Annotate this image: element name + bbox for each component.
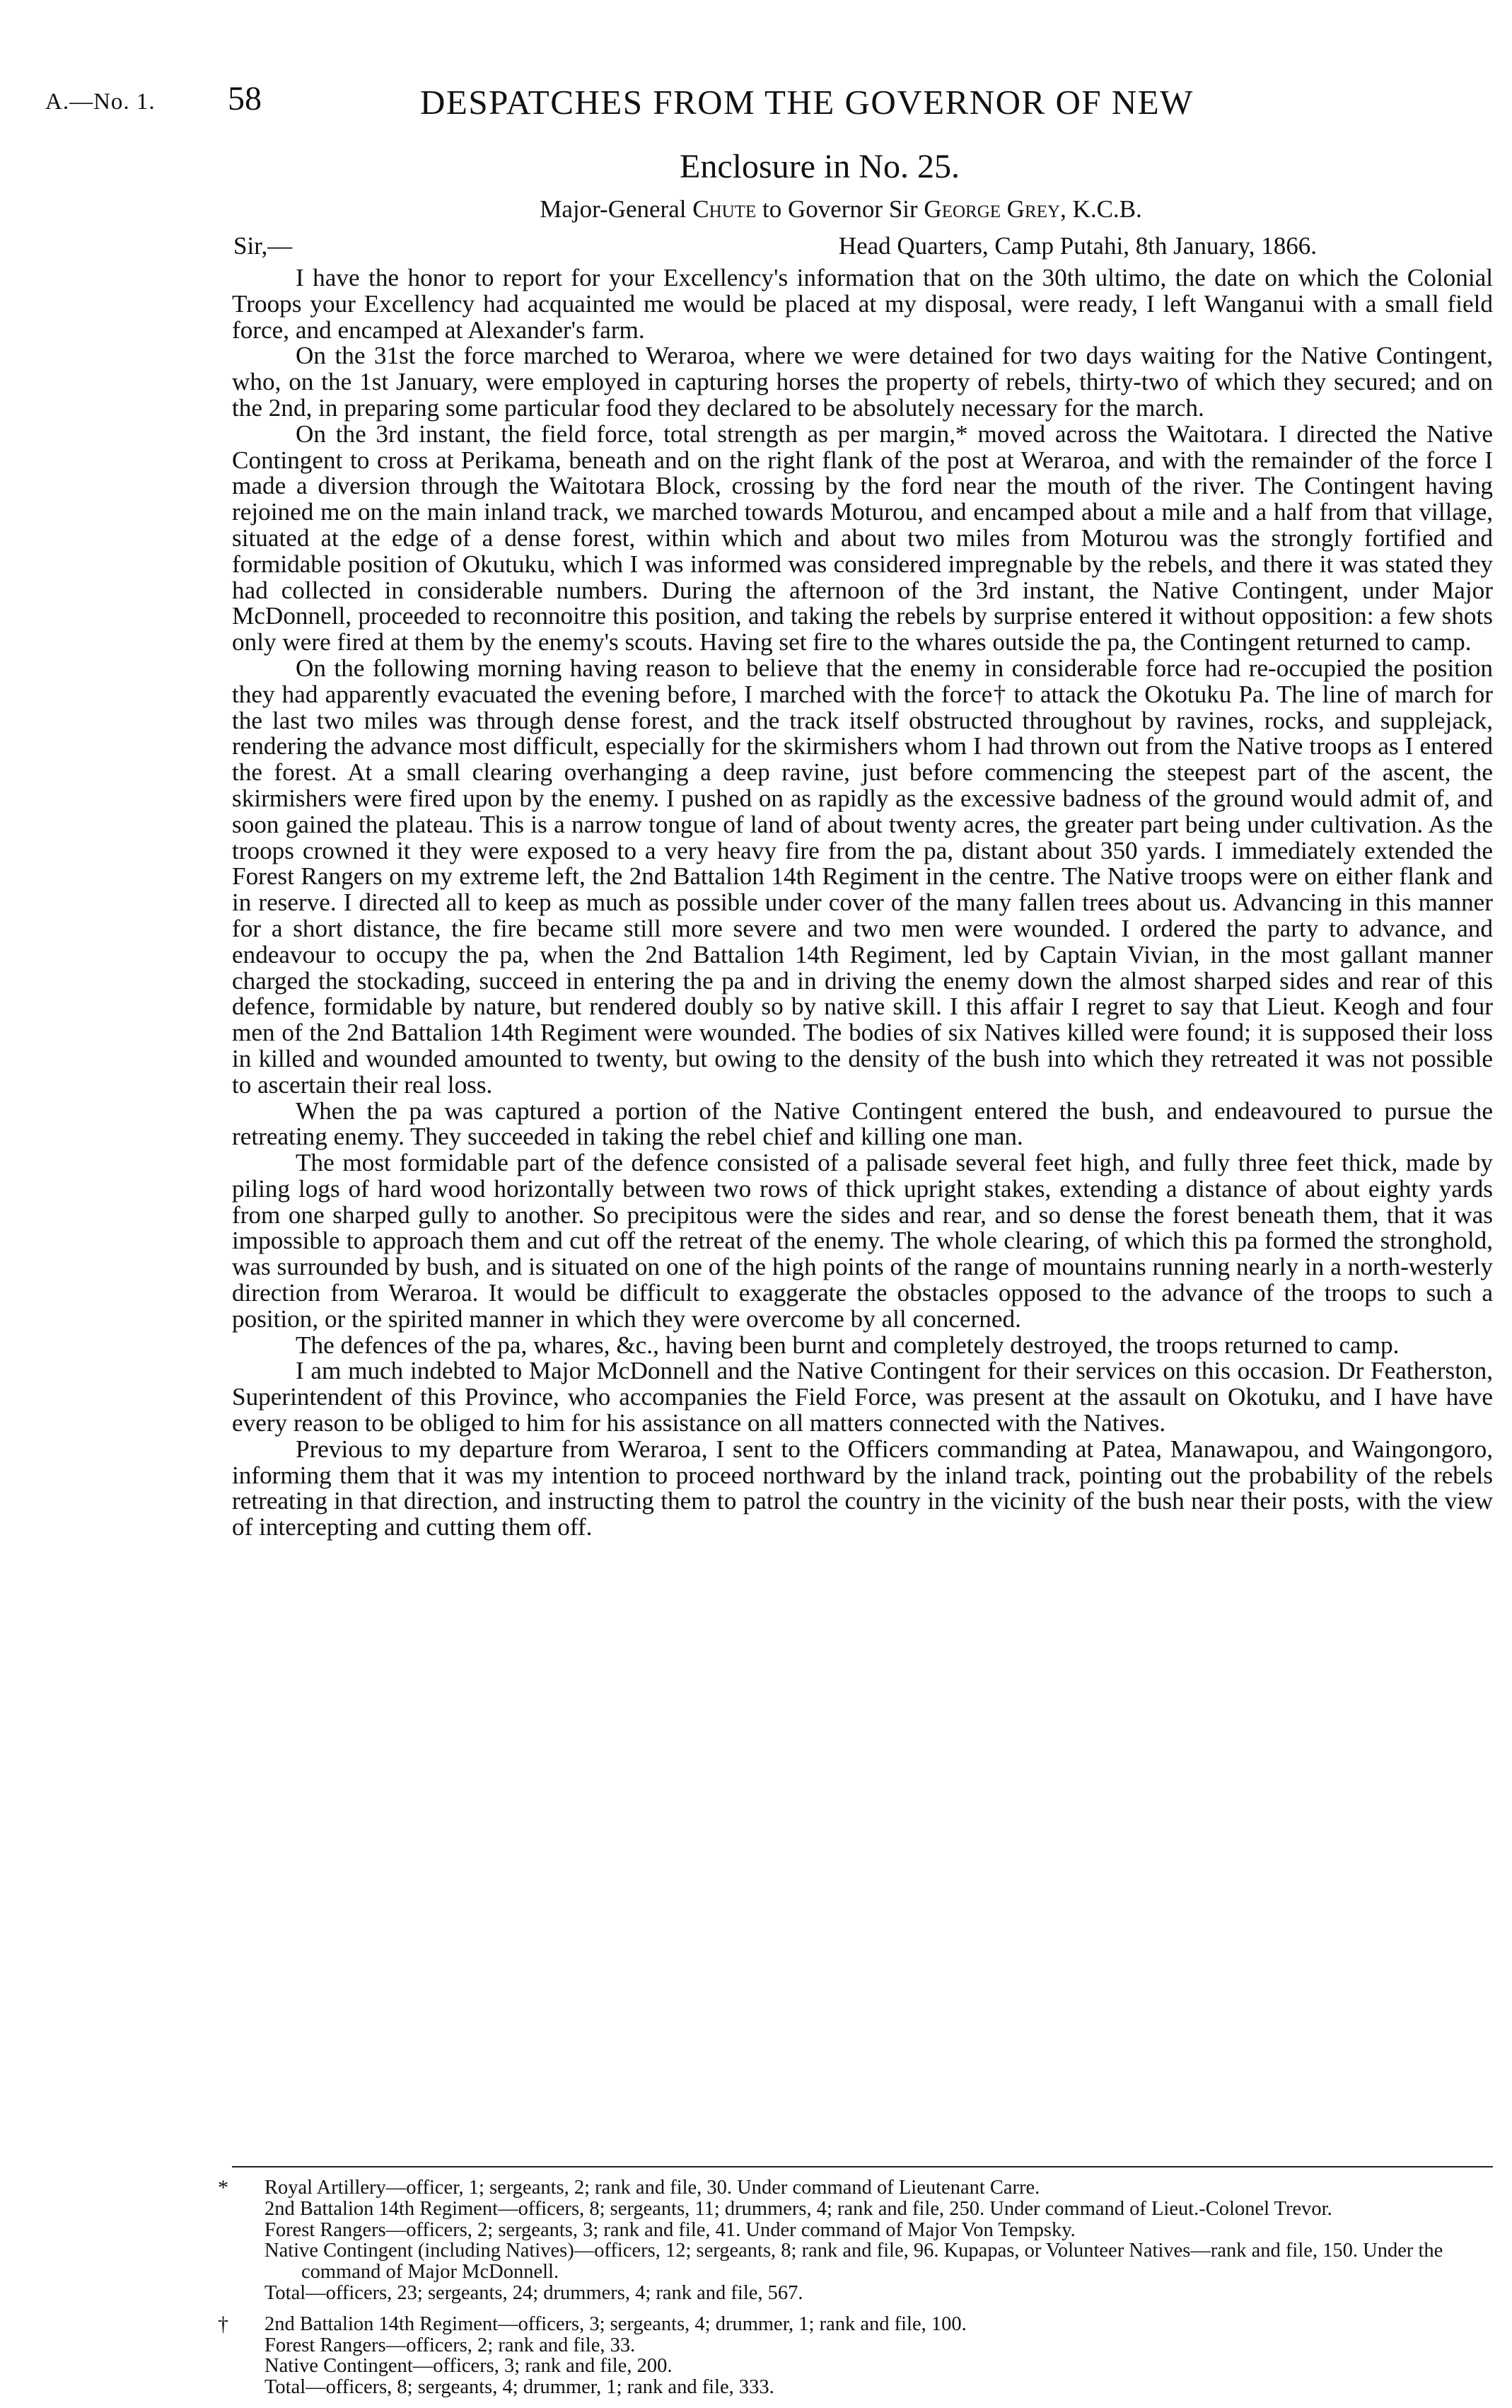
paragraph: The defences of the pa, whares, &c., having been burnt and completely destroyed, the troops returned to camp.	[296, 1331, 1400, 1359]
parliamentary-paper-ref: A.—No. 1.	[45, 89, 156, 115]
paragraph: On the 31st the force marched to Weraroa, where we were detained for two days waiting for the Native Contingent, who, on the 1st January, were employed in capturing horses the property of rebels, thirty-two of which they secured; and on the 2nd, in preparing some particular food they declared to be absolutely necessary for the march.	[232, 342, 1493, 422]
sender-name: Chute	[692, 195, 757, 223]
footnote-dagger	[218, 2312, 1492, 2399]
footnote-divider	[232, 2166, 1493, 2167]
footnote-asterisk	[218, 2176, 1492, 2304]
footnote-line: Forest Rangers—officers, 2; sergeants, 3; rank and file, 41. Under command of Major Von Tempsky.	[264, 2218, 1076, 2241]
paragraph: I have the honor to report for your Excellency's information that on the 30th ultimo, the date on which the Colonial Troops your Excellency had acquainted me would be placed at my disposal, were ready, I left Wanganui with a small field force, and encamped at Alexander's farm.	[232, 264, 1493, 344]
subtitle-prefix: Major-General	[540, 195, 693, 223]
footnote-line: 2nd Battalion 14th Regiment—officers, 3; sergeants, 4; drummer, 1; rank and file, 100.	[264, 2313, 967, 2335]
running-title: DESPATCHES FROM THE GOVERNOR OF NEW	[420, 83, 1194, 122]
paragraph: On the 3rd instant, the field force, total strength as per margin,* moved across the Waitotara. I directed the Native Contingent to cross at Perikama, beneath and on the right flank of the post at Weraroa, and with the remainder of the force I made a diversion through the Waitotara Block, crossing by the ford near the mouth of the river. The Contingent having rejoined me on the main inland track, we marched towards Moturou, and encamped about a mile and a half from that village, situated at the edge of a dense forest, within which and about two miles from Moturou was the strongly fortified and formidable position of Okutuku, which I was informed was considered impregnable by the rebels, and there it was stated they had collected in considerable numbers. During the afternoon of the 3rd instant, the Native Contingent, under Major McDonnell, proceeded to reconnoitre this position, and taking the rebels by surprise entered it without opposition: a few shots only were fired at them by the enemy's scouts. Having set fire to the whares outside the pa, the Contingent returned to camp.	[232, 419, 1493, 656]
footnotes	[218, 2176, 1492, 2408]
salutation: Sir,—	[233, 232, 293, 260]
paragraph: I am much indebted to Major McDonnell and the Native Contingent for their services on this occasion. Dr Featherston, Superintendent of this Province, who accompanies the Field Force, was present at the assault on Okotuku, and I have have every reason to be obliged to him for his assistance on all matters connected with the Natives.	[232, 1357, 1493, 1437]
footnote-mark: †	[218, 2312, 228, 2336]
footnote-line: 2nd Battalion 14th Regiment—officers, 8; sergeants, 11; drummers, 4; rank and file, 250. Under command of Lieut.-Colonel Trevor.	[264, 2197, 1332, 2220]
paragraph: On the following morning having reason to believe that the enemy in considerable force had re-occupied the position they had apparently evacuated the evening before, I marched with the force† to attack the Okotuku Pa. The line of march for the last two miles was through dense forest, and the track itself obstructed throughout by ravines, rocks, and supplejack, rendering the advance most difficult, especially for the skirmishers whom I had thrown out from the Native troops as I entered the forest. At a small clearing overhanging a deep ravine, just before commencing the steepest part of the ascent, the skirmishers were fired upon by the enemy. I pushed on as rapidly as the excessive badness of the ground would admit of, and soon gained the plateau. This is a narrow tongue of land of about twenty acres, the greater part being under cultivation. As the troops crowned it they were exposed to a very heavy fire from the pa, distant about 350 yards. I immediately extended the Forest Rangers on my extreme left, the 2nd Battalion 14th Regiment in the centre. The Native troops were on either flank and in reserve. I directed all to keep as much as possible under cover of the many fallen trees about us. Advancing in this manner for a short distance, the fire became still more severe and two men were wounded. I ordered the party to advance, and endeavour to occupy the pa, when the 2nd Battalion 14th Regiment, led by Captain Vivian, in the most gallant manner charged the stockading, succeed in entering the pa and in driving the enemy down the almost sharped sides and rear of this defence, formidable by nature, but rendered doubly so by native skill. I this affair I regret to say that Lieut. Keogh and four men of the 2nd Battalion 14th Regiment were wounded. The bodies of six Natives killed were found; it is supposed their loss in killed and wounded amounted to twenty, but owing to the density of the bush into which they retreated it was not possible to ascertain their real loss.	[232, 654, 1493, 1099]
recipient-name: George Grey	[924, 195, 1061, 223]
subtitle-suffix: , K.C.B.	[1060, 195, 1142, 223]
paragraph: When the pa was captured a portion of the Native Contingent entered the bush, and endeavoured to pursue the retreating enemy. They succeeded in taking the rebel chief and killing one man.	[232, 1096, 1493, 1151]
paragraph: Previous to my departure from Weraroa, I sent to the Officers commanding at Patea, Manawapou, and Waingongoro, informing them that it was my intention to proceed northward by the inland track, pointing out the probability of the rebels retreating in that direction, and instructing them to patrol the country in the vicinity of the bush near their posts, with the view of intercepting and cutting them off.	[232, 1435, 1493, 1541]
letter-body	[232, 265, 1493, 1541]
footnote-line: Royal Artillery—officer, 1; sergeants, 2; rank and file, 30. Under command of Lieutenant Carre.	[264, 2177, 1040, 2199]
footnote-mark: *	[218, 2176, 228, 2199]
footnote-line: Native Contingent—officers, 3; rank and file, 200.	[264, 2355, 673, 2378]
enclosure-subtitle	[0, 195, 1512, 224]
footnote-line: Native Contingent (including Natives)—officers, 12; sergeants, 8; rank and file, 96. Kupapas, or Volunteer Natives—rank and file, 150. Under the command of Major McDonnell.	[264, 2240, 1443, 2283]
footnote-line: Forest Rangers—officers, 2; rank and file, 33.	[264, 2334, 636, 2356]
footnote-line: Total—officers, 8; sergeants, 4; drummer, 1; rank and file, 333.	[264, 2376, 774, 2399]
paragraph: The most formidable part of the defence consisted of a palisade several feet high, and fully three feet thick, made by piling logs of hard wood horizontally between two rows of thick upright stakes, extending a distance of about eighty yards from one sharped gully to another. So precipitous were the sides and rear, and so dense the forest beneath them, that it was impossible to approach them and cut off the retreat of the enemy. The whole clearing, of which this pa formed the stronghold, was surrounded by bush, and is situated on one of the high points of the range of mountains running nearly in a north-westerly direction from Weraroa. It would be difficult to exaggerate the obstacles opposed to the advance of the troops to such a position, or the spirited manner in which they were overcome by all concerned.	[232, 1149, 1493, 1333]
enclosure-title: Enclosure in No. 25.	[680, 148, 960, 185]
subtitle-middle: to Governor Sir	[756, 195, 924, 223]
running-header	[0, 79, 1512, 122]
page-number: 58	[228, 80, 262, 117]
dateline: Head Quarters, Camp Putahi, 8th January, 1866.	[838, 232, 1317, 260]
footnote-line: Total—officers, 23; sergeants, 24; drummers, 4; rank and file, 567.	[264, 2281, 803, 2304]
